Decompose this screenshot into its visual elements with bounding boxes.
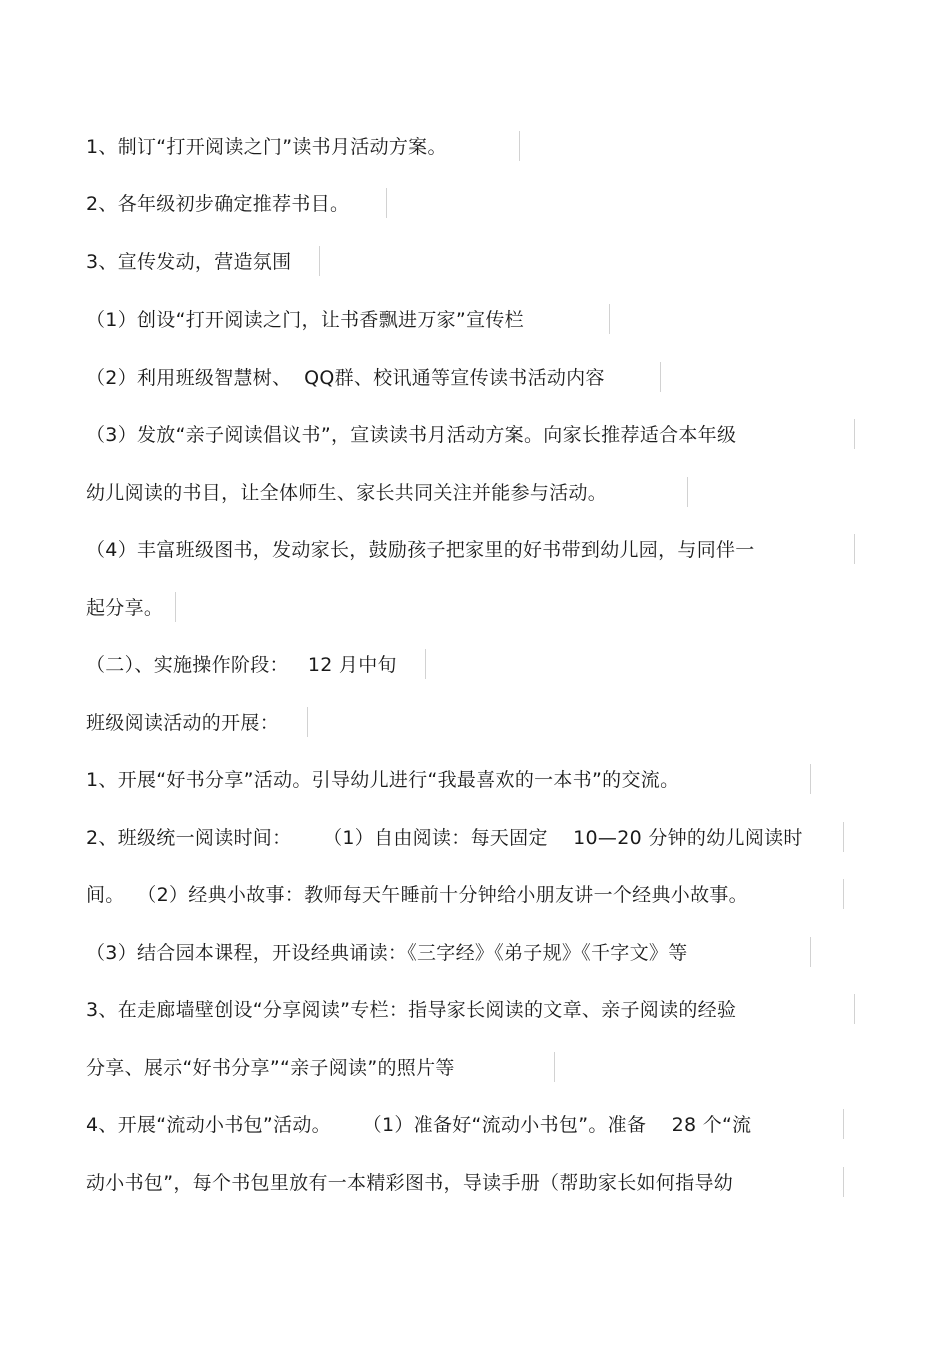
line-end-marker bbox=[175, 592, 176, 622]
text-line: （4）丰富班级图书，发动家长，鼓励孩子把家里的好书带到幼儿园，与同伴一 bbox=[86, 539, 755, 561]
text-line: 动小书包”，每个书包里放有一本精彩图书，导读手册（帮助家长如何指导幼 bbox=[86, 1172, 734, 1194]
line-end-marker bbox=[810, 937, 811, 967]
line-end-marker bbox=[810, 764, 811, 794]
line-end-marker bbox=[687, 477, 688, 507]
text-line: 幼儿阅读的书目，让全体师生、家长共同关注并能参与活动。 bbox=[86, 482, 608, 504]
line-end-marker bbox=[425, 649, 426, 679]
text-line: 1、制订“打开阅读之门”读书月活动方案。 bbox=[86, 136, 447, 158]
text-line: （3）结合园本课程，开设经典诵读：《三字经》《弟子规》《千字文》等 bbox=[86, 942, 688, 964]
line-end-marker bbox=[843, 879, 844, 909]
text-line: 班级阅读活动的开展： bbox=[86, 712, 280, 734]
line-end-marker bbox=[843, 822, 844, 852]
text-line: （1）创设“打开阅读之门，让书香飘进万家”宣传栏 bbox=[86, 309, 524, 331]
line-end-marker bbox=[554, 1052, 555, 1082]
text-line: 1、开展“好书分享”活动。引导幼儿进行“我最喜欢的一本书”的交流。 bbox=[86, 769, 680, 791]
text-line: 起分享。 bbox=[86, 597, 164, 619]
line-end-marker bbox=[843, 1167, 844, 1197]
line-end-marker bbox=[843, 1109, 844, 1139]
text-line: 间。 （2）经典小故事：教师每天午睡前十分钟给小朋友讲一个经典小故事。 bbox=[86, 884, 748, 906]
line-end-marker bbox=[854, 994, 855, 1024]
text-line: 2、各年级初步确定推荐书目。 bbox=[86, 193, 350, 215]
text-line: 3、在走廊墙壁创设“分享阅读”专栏：指导家长阅读的文章、亲子阅读的经验 bbox=[86, 999, 737, 1021]
line-end-marker bbox=[660, 362, 661, 392]
line-end-marker bbox=[609, 304, 610, 334]
text-line: 2、班级统一阅读时间： （1）自由阅读：每天固定 10—20 分钟的幼儿阅读时 bbox=[86, 827, 803, 849]
line-end-marker bbox=[307, 707, 308, 737]
line-end-marker bbox=[854, 419, 855, 449]
text-line: （3）发放“亲子阅读倡议书”，宣读读书月活动方案。向家长推荐适合本年级 bbox=[86, 424, 737, 446]
line-end-marker bbox=[519, 131, 520, 161]
text-line: （2）利用班级智慧树、 QQ群、校讯通等宣传读书活动内容 bbox=[86, 367, 605, 389]
text-line: 4、开展“流动小书包”活动。 （1）准备好“流动小书包”。准备 28 个“流 bbox=[86, 1114, 752, 1136]
line-end-marker bbox=[854, 534, 855, 564]
text-line: （二）、实施操作阶段： 12 月中旬 bbox=[86, 654, 397, 676]
line-end-marker bbox=[319, 246, 320, 276]
line-end-marker bbox=[386, 188, 387, 218]
text-line: 3、宣传发动，营造氛围 bbox=[86, 251, 292, 273]
text-line: 分享、展示“好书分享”“亲子阅读”的照片等 bbox=[86, 1057, 455, 1079]
